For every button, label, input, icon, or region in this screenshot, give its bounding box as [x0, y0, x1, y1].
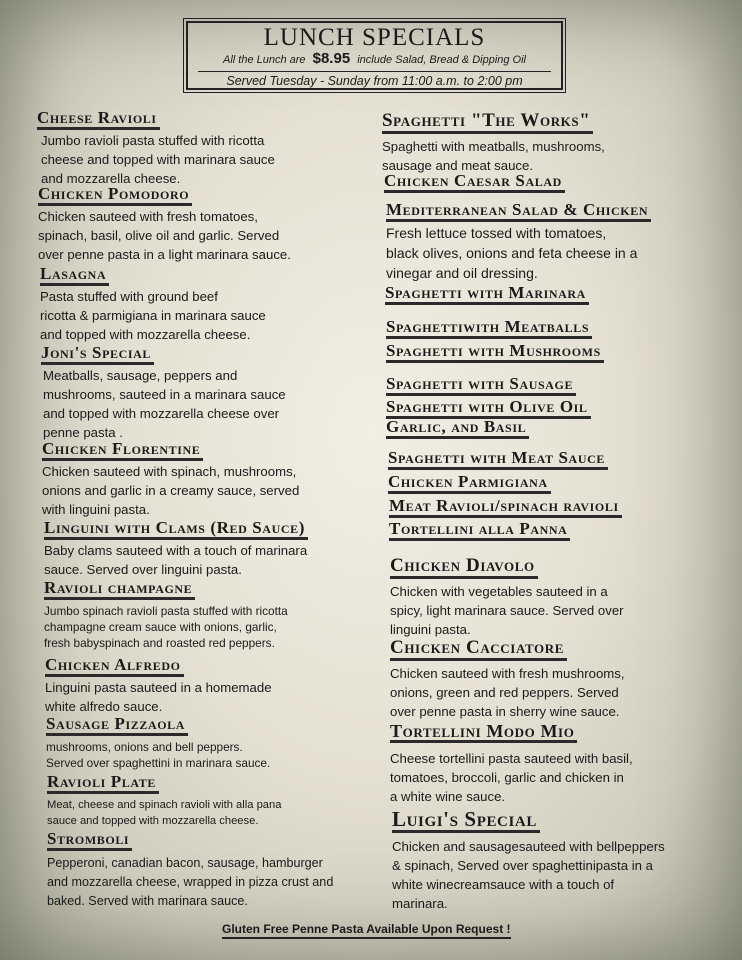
item-title: Tortellini alla Panna: [389, 520, 570, 541]
price-line: [188, 51, 561, 68]
item-title: Mediterranean Salad & Chicken: [386, 201, 651, 222]
page-title: LUNCH SPECIALS: [263, 24, 486, 51]
gluten-free-note: Gluten Free Penne Pasta Available Upon Request !: [222, 922, 511, 939]
menu-item-chicken-alfredo: [45, 656, 272, 716]
item-title: Joni's Special: [41, 344, 154, 365]
item-title: Chicken Pomodoro: [38, 185, 192, 206]
price-line-before: All the Lunch are: [223, 54, 306, 66]
menu-item-stromboli: [47, 830, 333, 911]
item-title: Cheese Ravioli: [37, 109, 160, 130]
item-title: Spaghetti with Olive Oil: [386, 398, 591, 419]
item-title: Sausage Pizzaola: [46, 715, 188, 736]
item-title: Spaghetti "The Works": [382, 111, 593, 134]
menu-item-linguini-clams: [44, 519, 308, 579]
menu-item-chicken-diavolo: [390, 556, 624, 639]
menu-item-spaghetti-meatballs: [386, 318, 592, 339]
menu-item-garlic-basil: [386, 418, 529, 439]
served-hours: Served Tuesday - Sunday from 11:00 a.m. to 2:00 pm: [226, 74, 523, 88]
menu-item-spaghetti-olive-oil: [386, 398, 591, 419]
menu-item-chicken-florentine: [42, 440, 299, 519]
menu-item-ravioli-champagne: [44, 579, 288, 651]
item-desc: Baby clams sauteed with a touch of marinara sauce. Served over linguini pasta.: [44, 543, 308, 577]
menu-item-tortellini-modo-mio: [390, 722, 633, 806]
item-title: Lasagna: [40, 265, 109, 286]
item-title: Spaghetti with Meat Sauce: [388, 449, 608, 470]
item-desc: Chicken sauteed with spinach, mushrooms, onions and garlic in a creamy sauce, served with linguini pasta.: [42, 464, 300, 517]
item-title: Garlic, and Basil: [386, 418, 529, 439]
item-desc: Pasta stuffed with ground beef ricotta & parmigiana in marinara sauce and topped with mozzarella cheese.: [40, 289, 266, 342]
item-desc: Fresh lettuce tossed with tomatoes, black olives, onions and feta cheese in a vinegar and oil dressing.: [386, 225, 638, 281]
menu-item-spaghetti-marinara: [385, 284, 589, 305]
item-desc: Chicken and sausagesauteed with bellpeppers & spinach, Served over spaghettinipasta in a white winecreamsauce with a touch of marinara.: [392, 839, 665, 911]
item-title: Meat Ravioli/spinach ravioli: [389, 497, 622, 518]
item-desc: Linguini pasta sauteed in a homemade white alfredo sauce.: [45, 680, 272, 714]
header-box: [186, 21, 563, 90]
item-title: Spaghetti with Mushrooms: [386, 342, 604, 363]
item-title: Ravioli Plate: [47, 773, 159, 794]
item-title: Stromboli: [47, 830, 132, 851]
menu-item-cheese-ravioli: [37, 109, 275, 188]
menu-item-tortellini-panna: [389, 520, 570, 541]
menu-item-luigis-special: [392, 808, 665, 913]
item-desc: Spaghetti with meatballs, mushrooms, sausage and meat sauce.: [382, 139, 605, 173]
item-title: Chicken Florentine: [42, 440, 203, 461]
item-title: Chicken Caesar Salad: [384, 172, 565, 193]
item-title: Tortellini Modo Mio: [390, 722, 577, 743]
menu-item-chicken-cacciatore: [390, 638, 625, 721]
item-title: Luigi's Special: [392, 808, 540, 833]
item-desc: mushrooms, onions and bell peppers. Served over spaghettini in marinara sauce.: [46, 740, 271, 770]
menu-item-mediterranean-salad: [386, 201, 651, 283]
menu-item-lasagna: [40, 265, 266, 344]
price-line-after: include Salad, Bread & Dipping Oil: [357, 54, 526, 66]
item-title: Chicken Diavolo: [390, 556, 538, 579]
item-title: Spaghetti with Marinara: [385, 284, 589, 305]
menu-item-ravioli-plate: [47, 773, 281, 829]
item-desc: Cheese tortellini pasta sauteed with basil, tomatoes, broccoli, garlic and chicken in a white wine sauce.: [390, 751, 633, 804]
item-desc: Meat, cheese and spinach ravioli with alla pana sauce and topped with mozzarella cheese.: [47, 799, 282, 827]
menu-item-jonis-special: [41, 344, 286, 442]
menu-item-chicken-parmigiana: [388, 473, 551, 494]
item-title: Ravioli champagne: [44, 579, 195, 600]
item-desc: Jumbo ravioli pasta stuffed with ricotta cheese and topped with marinara sauce and mozzarella cheese.: [41, 133, 275, 186]
menu-item-chicken-pomodoro: [38, 185, 291, 264]
item-title: Linguini with Clams (Red Sauce): [44, 519, 308, 540]
menu-item-chicken-caesar-salad: [384, 172, 565, 193]
menu-item-sausage-pizzaola: [46, 715, 270, 771]
item-title: Chicken Parmigiana: [388, 473, 551, 494]
menu-item-spaghetti-sausage: [386, 375, 576, 396]
menu-item-spaghetti-the-works: [382, 111, 605, 175]
item-desc: Chicken sauteed with fresh tomatoes, spinach, basil, olive oil and garlic. Served over penne pasta in a light marinara sauce.: [38, 209, 291, 262]
item-title: Spaghettiwith Meatballs: [386, 318, 592, 339]
menu-item-spaghetti-mushrooms: [386, 342, 604, 363]
item-desc: Jumbo spinach ravioli pasta stuffed with ricotta champagne cream sauce with onions, garlic, fresh babyspinach and roasted red peppers.: [44, 604, 288, 650]
menu-item-spaghetti-meat-sauce: [388, 449, 608, 470]
item-desc: Chicken with vegetables sauteed in a spicy, light marinara sauce. Served over linguini pasta.: [390, 584, 624, 637]
item-title: Spaghetti with Sausage: [386, 375, 576, 396]
menu-item-meat-spinach-ravioli: [389, 497, 622, 518]
item-desc: Chicken sauteed with fresh mushrooms, onions, green and red peppers. Served over penne pasta in sherry wine sauce.: [390, 666, 625, 719]
item-title: Chicken Cacciatore: [390, 638, 567, 661]
item-desc: Pepperoni, canadian bacon, sausage, hamburger and mozzarella cheese, wrapped in pizza crust and baked. Served with marinara sauce.: [47, 856, 334, 908]
item-title: Chicken Alfredo: [45, 656, 184, 677]
price: $8.95: [312, 50, 351, 67]
item-desc: Meatballs, sausage, peppers and mushrooms, sauteed in a marinara sauce and topped with mozzarella cheese over penne pasta .: [43, 368, 286, 440]
